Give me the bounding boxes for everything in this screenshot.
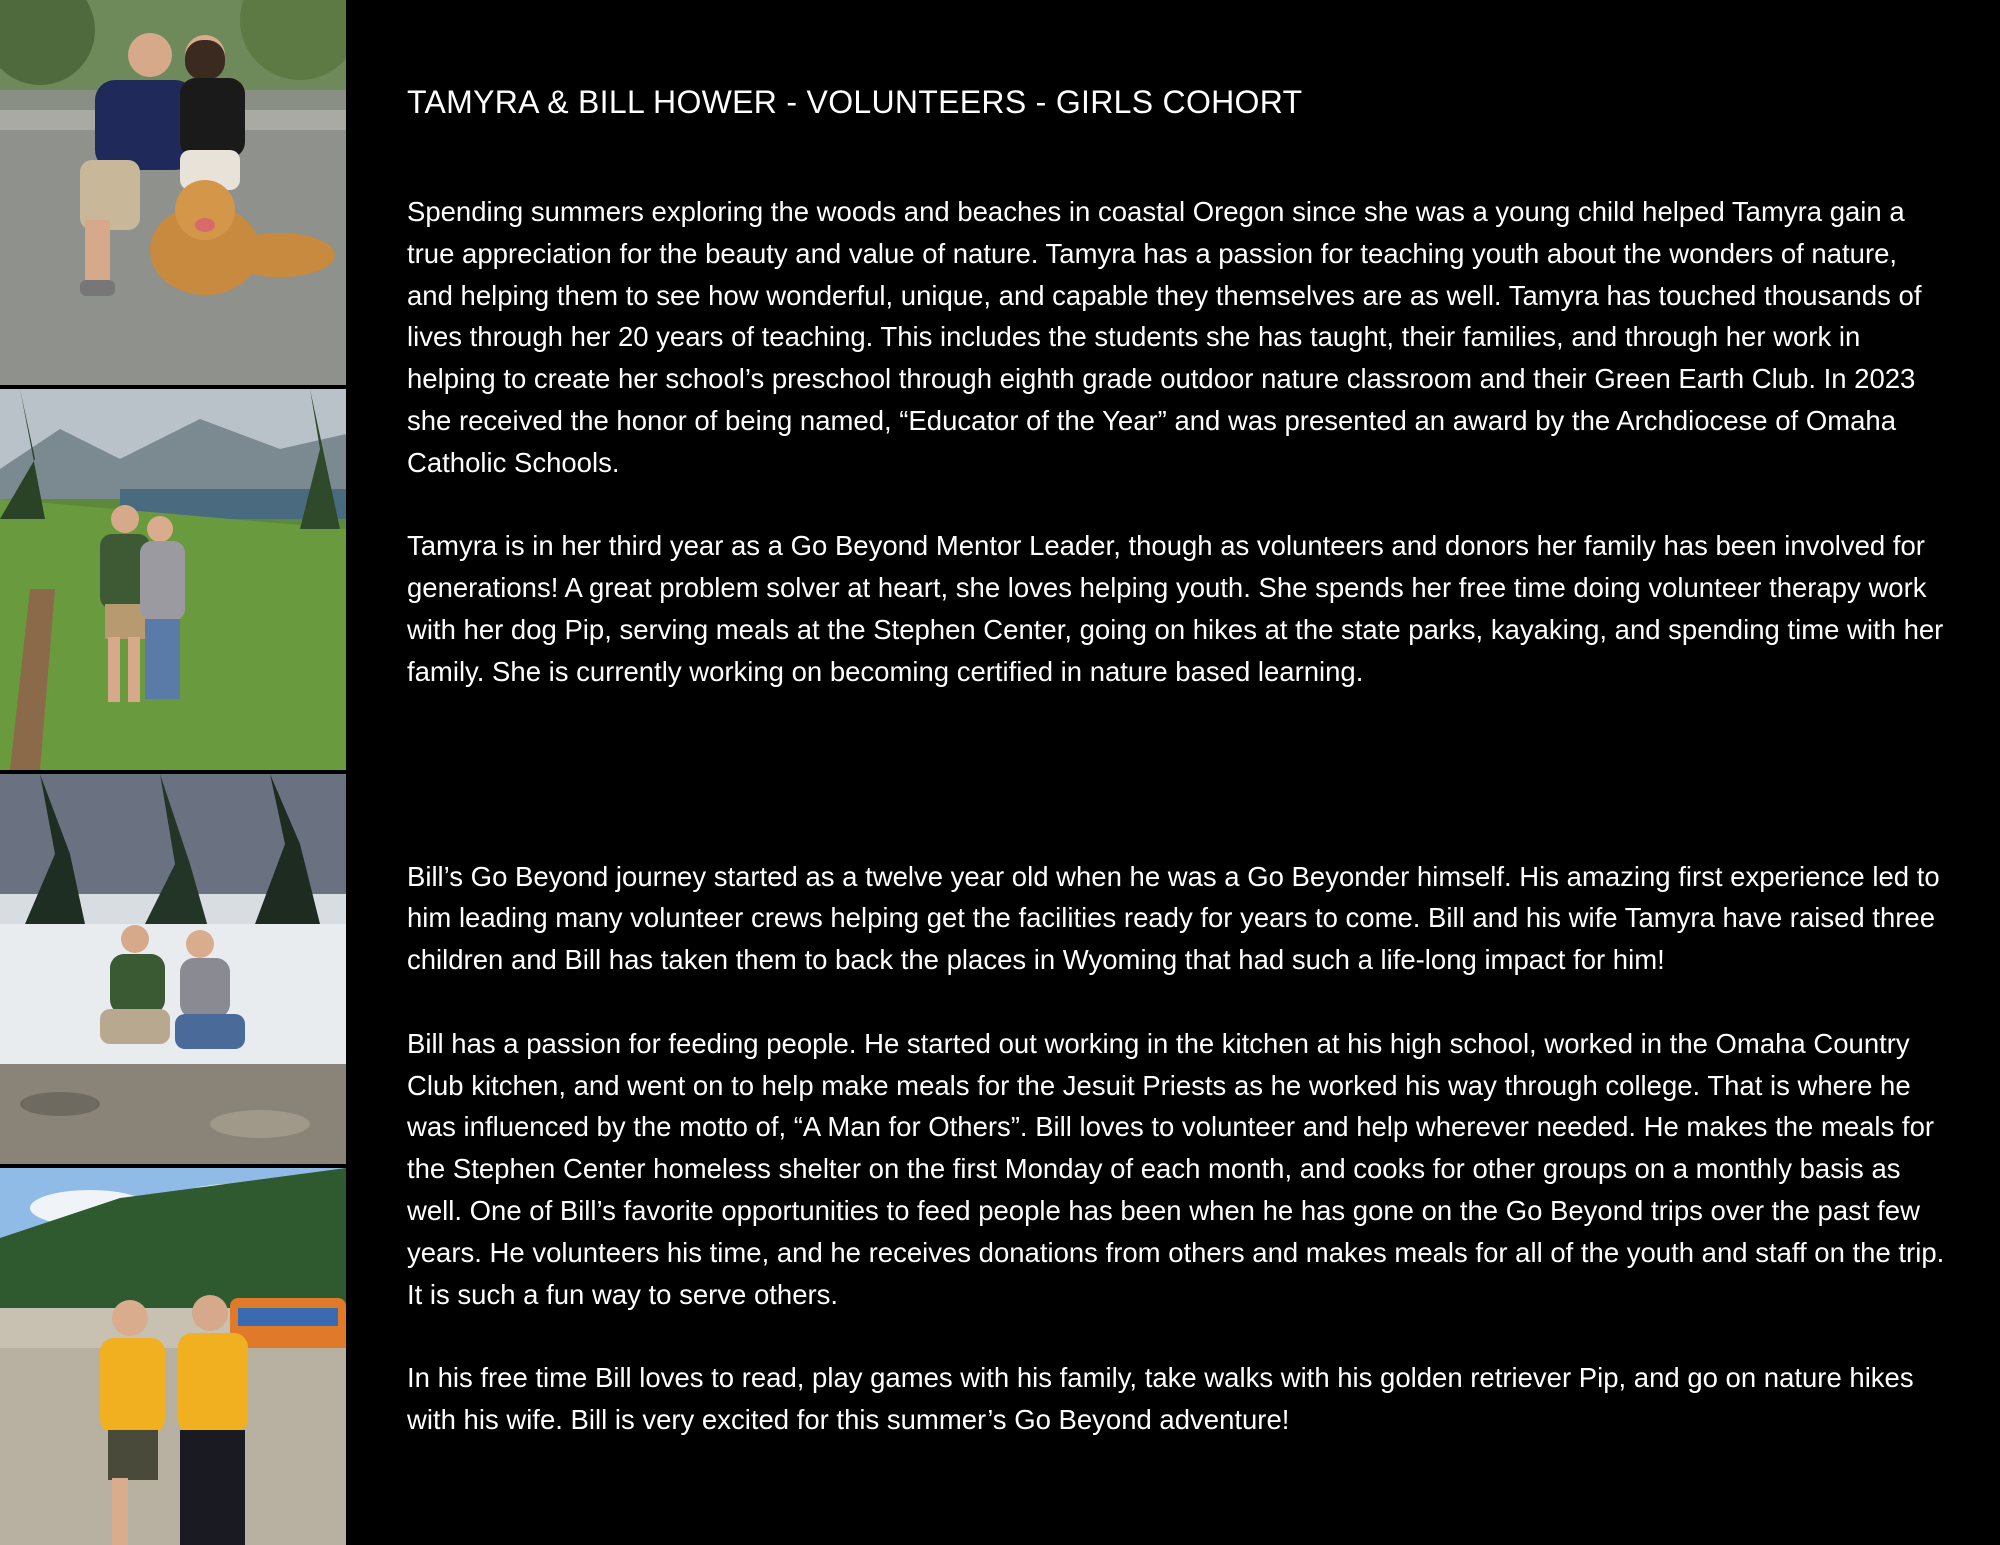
couple-by-snowbank-photo [0, 774, 346, 1164]
couple-on-mountain-trail-photo [0, 389, 346, 770]
couple-with-golden-retriever-photo [0, 0, 346, 385]
tamyra-bio-paragraph: Spending summers exploring the woods and beaches in coastal Oregon since she was a young child helped Tamyra gain a true appreciation for the beauty and value of nature. Tamyra has a passion for teaching youth about the wonders of nature, and helping them to see how wonderful, unique, and capable they themselves are as well. Tamyra has touched thousands of lives through her 20 years of teaching. This includes the students she has taught, their families, and through her work in helping to create her school’s preschool through eighth grade outdoor nature classroom and their Green Earth Club. In 2023 she received the honor of being named, “Educator of the Year” and was presented an award by the Archdiocese of Omaha Catholic Schools. [407, 196, 1922, 478]
tamyra-bio-paragraph: Tamyra is in her third year as a Go Beyond Mentor Leader, though as volunteers and donors her family has been involved for generations! A great problem solver at heart, she loves helping youth. She spends her free time doing volunteer therapy work with her dog Pip, serving meals at the Stephen Center, going on hikes at the state parks, kayaking, and spending time with her family. She is currently working on becoming certified in nature based learning. [407, 530, 1944, 687]
bill-bio-paragraph: In his free time Bill loves to read, play games with his family, take walks with his golden retriever Pip, and go on nature hikes with his wife. Bill is very excited for this summer’s Go Beyond adventure! [407, 1362, 1914, 1435]
bill-bio-paragraph: Bill has a passion for feeding people. He started out working in the kitchen at his high school, worked in the Omaha Country Club kitchen, and went on to help make meals for the Jesuit Priests as he worked his way through college. That is where he was influenced by the motto of, “A Man for Others”. Bill loves to volunteer and help wherever needed. He makes the meals for the Stephen Center homeless shelter on the first Monday of each month, and cooks for other groups on a monthly basis as well. One of Bill’s favorite opportunities to feed people has been when he has gone on the Go Beyond trips over the past few years. He volunteers his time, and he receives donations from others and makes meals for all of the youth and staff on the trip. It is such a fun way to serve others. [407, 1027, 1945, 1310]
photo-strip [0, 0, 346, 1545]
bill-bio-paragraph: Bill’s Go Beyond journey started as a twelve year old when he was a Go Beyonder himself. His amazing first experience led to him leading many volunteer crews helping get the facilities ready for years to come. Bill and his wife Tamyra have raised three children and Bill has taken them to back the places in Wyoming that had such a life-long impact for him! [407, 860, 1940, 976]
page-title: TAMYRA & BILL HOWER - VOLUNTEERS - GIRLS COHORT [407, 84, 1303, 120]
couple-in-life-jackets-photo [0, 1168, 346, 1545]
bio-content [407, 80, 1947, 1441]
